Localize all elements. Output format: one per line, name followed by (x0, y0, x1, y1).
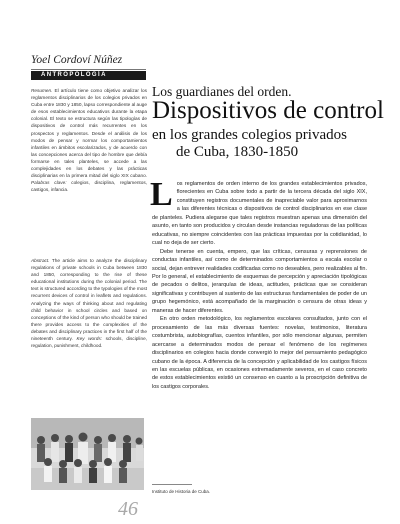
title-kicker: Los guardianes del orden. (152, 84, 292, 99)
page-number: 46 (118, 498, 138, 520)
article-body (150, 176, 367, 391)
abstract-es-text: El artículo tiene como objetivo analizar los reglamentos disciplinarios de los colegios privados en Cuba entre 1830 y 1850, lapso correspondiente al auge de esos establecimientos educativos durante la etapa colonial. El texto se estructura según las tipologías de dispositivos de control más recurrentes en los prospectos y reglamentos. Desde el análisis de los modos de pensar y normar los comportamientos infantiles en ámbitos escolarizados, y de acuerdo con las concepciones acerca del tipo de hombre que debía formarse en tales planteles, se accede a las complejidades en los debates y las prácticas disciplinarias en la primera mitad del siglo XIX cubano. (31, 88, 148, 179)
body-paragraph: En otro orden metodológico, los reglamentos escolares consultados, junto con el procesamiento de las más diversas fuentes: novelas, testimonios, literatura costumbrista, autobiografías, cuentos infantiles, por sólo mencionar algunas, permiten acercarse a determinados modos de pensar el fenómeno de los regímenes disciplinarios en colegios hacia donde convergió lo mejor del pensamiento pedagógico cubano de la época. A diferencia de la concepción y aplicabilidad de los castigos físicos en las escuelas públicas, en ocasiones extremadamente severos, en el caso concreto de estos establecimientos existió un consenso en cuanto a la proscripción definitiva de los castigos corporales. (152, 316, 367, 390)
subtitle-line-1: en los grandes colegios privados (152, 127, 347, 143)
body-paragraph: os reglamentos de orden interno de los grandes establecimientos privados, florecientes en Cuba sobre todo a partir de la tercera década del siglo XIX, constituyen registros documentales de inapreciable valor para aproximarnos a las diferentes técnicas o dispositivos de control disciplinarios en ese clase de planteles. Pudiera alegarse que tales registros muestran apenas una dimensión del asunto, en tanto son producidos y circulan desde instancias reguladoras de las políticas educativas, no siempre coincidentes con las prácticas impuestas por la cotidianidad, lo cual no deja de ser cierto. (152, 181, 367, 247)
section-label: ANTROPOLOGÍA (31, 71, 146, 80)
abstract-spanish (31, 87, 147, 193)
abstract-english (31, 257, 147, 349)
abstract-en-keywords: schools, discipline, regulation, punishment, childhood. (31, 336, 147, 349)
children-photo-illustration (31, 418, 144, 490)
abstract-es-keywords-label: Palabras clave: (31, 180, 67, 186)
abstract-es-lead: Resumen. (31, 88, 53, 93)
abstract-en-text: The article aims to analyze the disciplinary regulations of private schools in Cuba between 1830 and 1850, corresponding to the rise of these educational institutions during the colonial period. The text is structured according to the typologies of the most recurrent devices of control in leaflets and regulations. Analyzing the ways of thinking about and regulating child behavior in school circles and based on conceptions of the kind of person who should be trained there provides access to the complexities of the debates and disciplinary practices in the first half of the nineteenth century. (31, 258, 148, 342)
drop-cap: L (150, 176, 173, 213)
body-paragraph: Debe tenerse en cuenta, empero, que las críticas, censuras y reprensiones de conductas infantiles, así como de determinados comportamientos a escala escolar o social, dejan entrever realidades codificadas como no deseables, pero realizables al fin. Por lo general, el establecimiento de esquemas de percepción y apreciación tipológicas de pecados o delitos, jerarquías de ideas, actitudes, prácticas que se consideran significativas y contribuyen al sustento de las estructuras fundamentales de poder de un grupo hegemónico, está acompañado de la marginación o censura de otras ideas y maneras de hacer diferentes. (152, 248, 367, 314)
abstract-en-lead: Abstract. (31, 258, 50, 263)
historical-photo (31, 418, 144, 490)
footnote-rule (152, 484, 192, 485)
header-rule (31, 69, 146, 70)
abstract-en-keywords-label: Key words: (76, 336, 102, 342)
footnote: Instituto de Historia de Cuba. (152, 489, 211, 494)
subtitle-line-2: de Cuba, 1830-1850 (176, 144, 299, 160)
article-subtitle (152, 127, 367, 161)
abstract-es-keywords: colegios, disciplina, reglamentos, castigos, infancia. (31, 180, 147, 193)
article-title: Dispositivos de control (152, 97, 384, 124)
author-name: Yoel Cordoví Núñez (31, 54, 123, 66)
